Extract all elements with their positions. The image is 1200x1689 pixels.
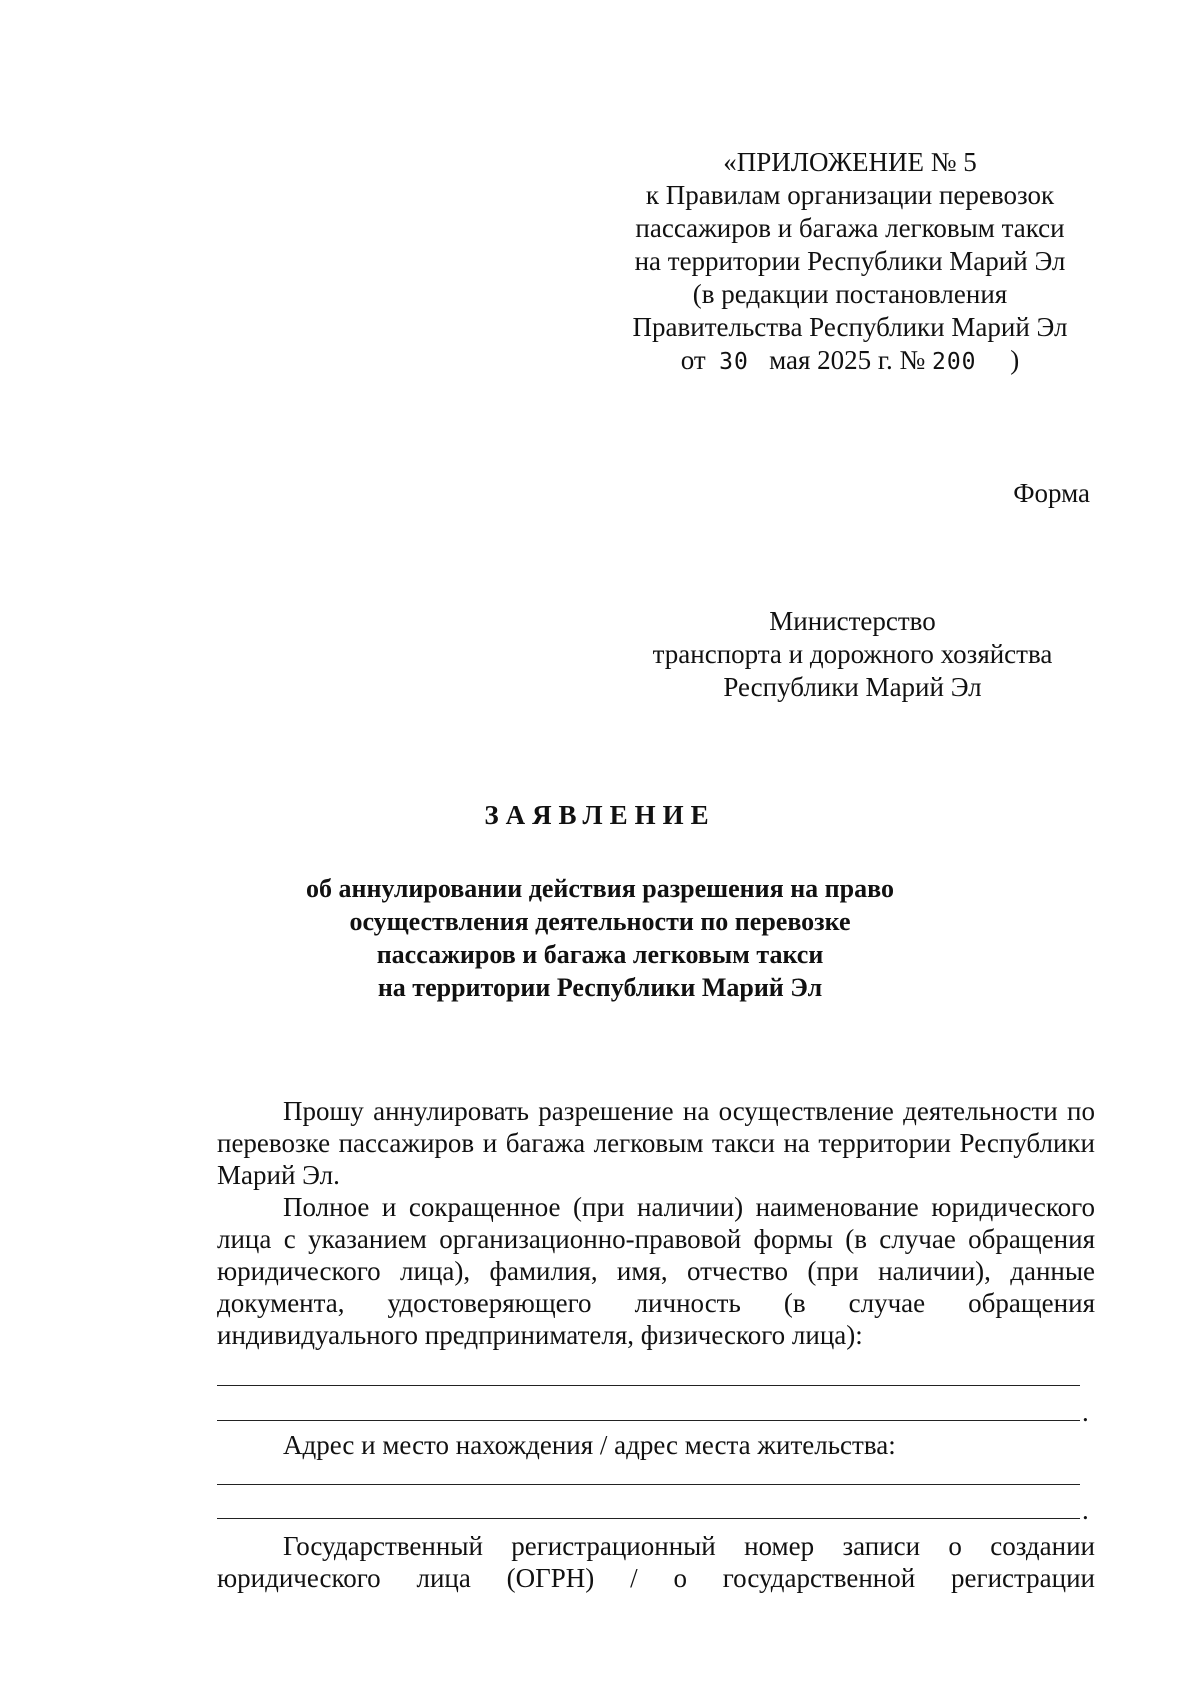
appendix-line: к Правилам организации перевозок: [645, 180, 1055, 210]
line-end-dot: .: [1082, 1397, 1089, 1427]
recipient-line: Министерство: [769, 606, 936, 636]
line-end-dot: .: [1082, 1495, 1089, 1525]
subtitle-line: на территории Республики Марий Эл: [377, 973, 823, 1002]
order-prefix: от: [680, 345, 706, 375]
document-subtitle: [230, 872, 970, 1004]
address-label: Адрес и место нахождения / адрес места жительства:: [283, 1430, 896, 1460]
subtitle-line: пассажиров и багажа легковым такси: [376, 940, 824, 969]
appendix-line: пассажиров и багажа легковым такси: [635, 213, 1065, 243]
request-paragraph: Прошу аннулировать разрешение на осуществление деятельности по перевозке пассажиров и багажа легковым такси на территории Республики Марий Эл.: [217, 1096, 1095, 1190]
form-label: Форма: [1013, 478, 1090, 508]
appendix-line: (в редакции постановления: [692, 279, 1008, 309]
recipient-block: [625, 605, 1080, 704]
subtitle-line: об аннулировании действия разрешения на право: [306, 874, 894, 903]
ogrn-paragraph: Государственный регистрационный номер записи о создании юридического лица (ОГРН) / о государственной регистрации: [217, 1531, 1095, 1593]
document-title: ЗАЯВЛЕНИЕ: [484, 800, 716, 830]
appendix-line: Правительства Республики Марий Эл: [632, 312, 1068, 342]
request-body: [217, 1095, 1095, 1351]
address-fill-line[interactable]: [217, 1518, 1080, 1519]
appendix-header: [590, 146, 1110, 379]
order-day: 30: [719, 349, 749, 375]
applicant-name-paragraph: Полное и сокращенное (при наличии) наименование юридического лица с указанием организационно-правовой формы (в случае обращения юридического лица), фамилия, имя, отчество (при наличии), данные документа, удостоверяющего личность (в случае обращения индивидуального предпринимателя, физического лица):: [217, 1192, 1095, 1350]
recipient-line: транспорта и дорожного хозяйства: [652, 639, 1053, 669]
recipient-line: Республики Марий Эл: [723, 672, 982, 702]
ogrn-section: [217, 1530, 1095, 1594]
applicant-name-fill-line[interactable]: [217, 1420, 1080, 1421]
order-number: 200: [931, 349, 977, 375]
order-line: [590, 344, 1110, 379]
applicant-name-fill-line[interactable]: [217, 1385, 1080, 1386]
order-month-year: мая 2025 г. №: [769, 345, 926, 375]
address-fill-line[interactable]: [217, 1484, 1080, 1485]
appendix-title: «ПРИЛОЖЕНИЕ № 5: [723, 147, 977, 177]
appendix-line: на территории Республики Марий Эл: [634, 246, 1066, 276]
order-close: ): [1010, 345, 1020, 375]
subtitle-line: осуществления деятельности по перевозке: [349, 907, 851, 936]
